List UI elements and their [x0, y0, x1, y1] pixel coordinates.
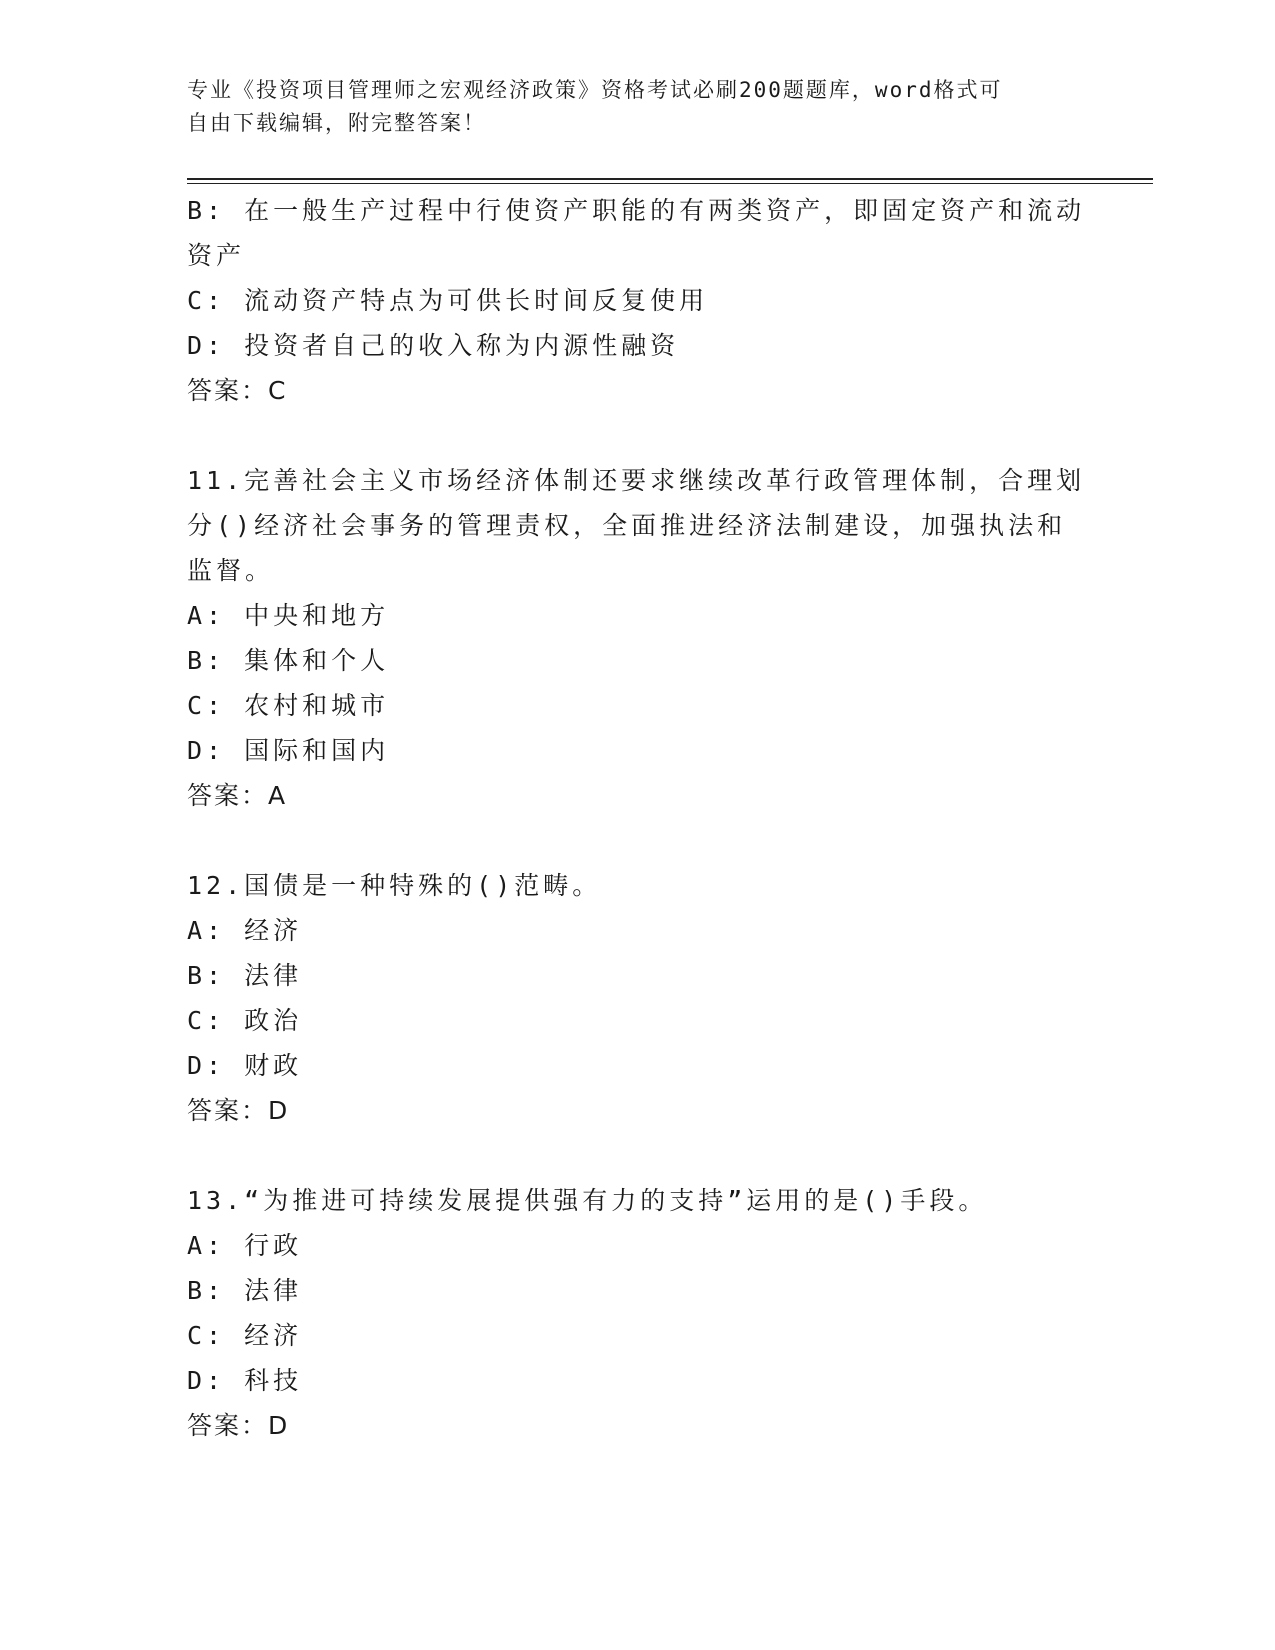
answer-line: 答案：D: [187, 1411, 290, 1440]
option-a: A: 中央和地方: [187, 601, 390, 630]
question-stem-continued: 监督。: [187, 556, 275, 585]
question-10-tail: [187, 188, 1087, 413]
option-c: C: 经济: [187, 1321, 303, 1350]
option-d: D: 投资者自己的收入称为内源性融资: [187, 331, 680, 360]
option-c: C: 农村和城市: [187, 691, 390, 720]
header-title-line-2: 自由下载编辑，附完整答案！: [187, 111, 486, 135]
option-a: A: 行政: [187, 1231, 303, 1260]
answer-line: 答案：A: [187, 781, 288, 810]
document-header: [187, 74, 1067, 140]
question-12: [187, 863, 1087, 1133]
option-c: C: 流动资产特点为可供长时间反复使用: [187, 286, 709, 315]
question-13: [187, 1178, 1087, 1448]
answer-line: 答案：D: [187, 1096, 290, 1125]
option-b-continued: 资产: [187, 241, 246, 270]
option-b: B: 集体和个人: [187, 646, 390, 675]
header-divider-thick: [187, 178, 1153, 180]
spacer: [187, 818, 1087, 863]
question-11: [187, 458, 1087, 818]
option-b: B: 在一般生产过程中行使资产职能的有两类资产，即固定资产和流动: [187, 196, 1086, 225]
question-stem: 12.国债是一种特殊的()范畴。: [187, 871, 602, 900]
question-list: [187, 188, 1087, 1448]
spacer: [187, 413, 1087, 458]
option-d: D: 国际和国内: [187, 736, 390, 765]
question-stem: 13.“为推进可持续发展提供强有力的支持”运用的是()手段。: [187, 1186, 988, 1215]
header-title-line-1: 专业《投资项目管理师之宏观经济政策》资格考试必刷200题题库，word格式可: [187, 78, 1003, 102]
question-stem: 11.完善社会主义市场经济体制还要求继续改革行政管理体制，合理划: [187, 466, 1086, 495]
header-divider-thin: [187, 183, 1153, 184]
option-a: A: 经济: [187, 916, 303, 945]
option-d: D: 财政: [187, 1051, 303, 1080]
question-stem-continued: 分()经济社会事务的管理责权，全面推进经济法制建设，加强执法和: [187, 511, 1067, 540]
option-b: B: 法律: [187, 961, 303, 990]
option-d: D: 科技: [187, 1366, 303, 1395]
spacer: [187, 1133, 1087, 1178]
option-c: C: 政治: [187, 1006, 303, 1035]
answer-line: 答案：C: [187, 376, 288, 405]
option-b: B: 法律: [187, 1276, 303, 1305]
